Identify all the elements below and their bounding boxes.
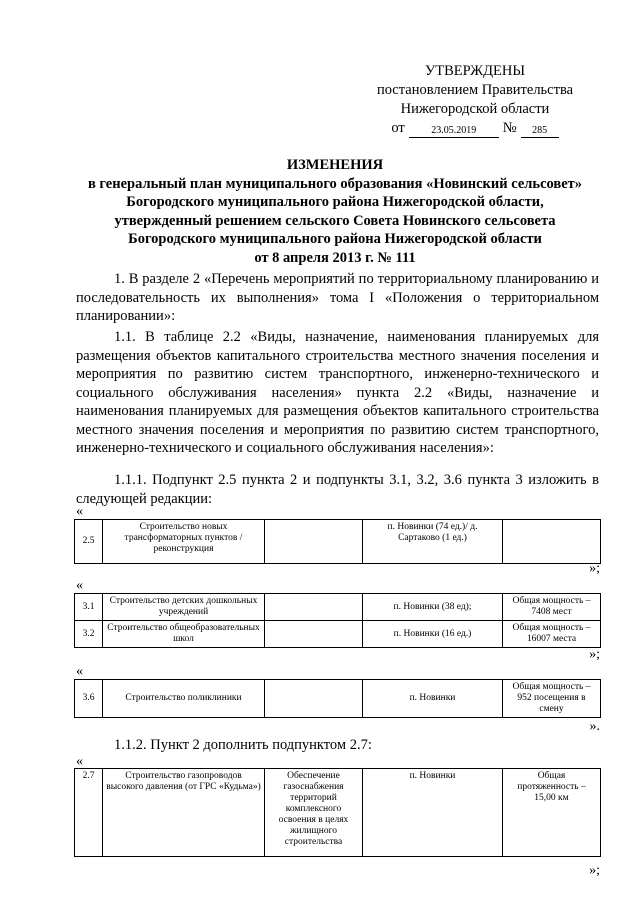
open-quote-3: « [76, 664, 83, 679]
approval-number-label: № [502, 120, 517, 136]
cell-purpose: Обеспечение газоснабжения территорий комплексного освоения в целях жилищного строительства [265, 769, 363, 857]
cell-purpose [265, 621, 363, 648]
table-items-3-1-3-2 [74, 593, 601, 648]
document-heading [70, 156, 600, 267]
cell-capacity: Общая мощность – 952 посещения в смену [503, 680, 601, 718]
cell-location: п. Новинки (74 ед.)/ д. Сартаково (1 ед.) [363, 520, 503, 564]
open-quote-4: « [76, 754, 83, 769]
table-row [75, 621, 601, 648]
cell-object: Строительство поликлиники [103, 680, 265, 718]
cell-capacity [503, 520, 601, 564]
cell-purpose [265, 520, 363, 564]
cell-location: п. Новинки (16 ед.) [363, 621, 503, 648]
open-quote-2: « [76, 578, 83, 593]
close-quote-4: »; [589, 863, 600, 878]
heading-line-1: ИЗМЕНЕНИЯ [286, 157, 384, 173]
cell-number: 3.1 [75, 594, 103, 621]
cell-location: п. Новинки [363, 680, 503, 718]
approval-date-line [391, 119, 558, 138]
paragraph-1-1-1: 1.1.1. Подпункт 2.5 пункта 2 и подпункты 3.1, 3.2, 3.6 пункта 3 изложить в следующей редакции: [76, 472, 599, 507]
table-row [75, 520, 601, 564]
approval-from-label: от [391, 120, 405, 136]
cell-number: 2.7 [75, 769, 103, 857]
approval-line-1: постановлением Правительства [376, 82, 574, 98]
cell-capacity: Общая мощность – 7408 мест [503, 594, 601, 621]
paragraph-1-1-2: 1.1.2. Пункт 2 дополнить подпунктом 2.7: [114, 737, 372, 753]
cell-object: Строительство детских дошкольных учреждений [103, 594, 265, 621]
cell-capacity: Общая протяженность – 15,00 км [503, 769, 601, 857]
close-quote-3: ». [589, 719, 600, 734]
cell-object: Строительство газопроводов высокого давления (от ГРС «Кудьма») [103, 769, 265, 857]
cell-number: 3.2 [75, 621, 103, 648]
cell-capacity: Общая мощность – 16007 места [503, 621, 601, 648]
cell-number: 2.5 [75, 520, 103, 564]
cell-purpose [265, 594, 363, 621]
table-row [75, 680, 601, 718]
approval-date: 23.05.2019 [409, 125, 499, 138]
table-item-2-5 [74, 519, 601, 564]
heading-line-2: в генеральный план муниципального образования «Новинский сельсовет» [87, 175, 583, 192]
cell-number: 3.6 [75, 680, 103, 718]
table-item-2-7 [74, 768, 601, 857]
close-quote-2: »; [589, 647, 600, 662]
table-row [75, 594, 601, 621]
cell-location: п. Новинки [363, 769, 503, 857]
cell-location: п. Новинки (38 ед); [363, 594, 503, 621]
table-item-3-6 [74, 679, 601, 718]
approval-line-2: Нижегородской области [400, 101, 550, 117]
heading-line-6: от 8 апреля 2013 г. № 111 [254, 249, 416, 266]
open-quote-1: « [76, 504, 83, 519]
cell-object: Строительство новых трансформаторных пунктов / реконструкция [103, 520, 265, 564]
paragraph-1-1: 1.1. В таблице 2.2 «Виды, назначение, наименования планируемых для размещения объектов капитального строительства местного значения поселения и мероприятия по развитию систем транспортного, инженерно-технического и социального обслуживания населения» пункта 2.2 «Виды, назначение и наименования планируемых для размещения объектов капитального строительства местного значения поселения и мероприятия по развитию систем транспортного, инженерно-технического и социального обслуживания населения»: [76, 329, 599, 456]
paragraph-1: 1. В разделе 2 «Перечень мероприятий по территориальному планированию и последовательность их выполнения» тома I «Положения о территориальном планировании»: [76, 271, 599, 324]
cell-purpose [265, 680, 363, 718]
heading-line-3: Богородского муниципального района Нижегородской области, [126, 194, 544, 210]
approval-number: 285 [521, 125, 559, 138]
approval-block [350, 62, 600, 138]
table-row [75, 769, 601, 857]
close-quote-1: »; [589, 561, 600, 576]
heading-line-5: Богородского муниципального района Нижегородской области [128, 231, 542, 247]
cell-object: Строительство общеобразовательных школ [103, 621, 265, 648]
approval-title: УТВЕРЖДЕНЫ [424, 63, 526, 79]
heading-line-4: утвержденный решением сельского Совета Новинского сельсовета [114, 212, 556, 229]
